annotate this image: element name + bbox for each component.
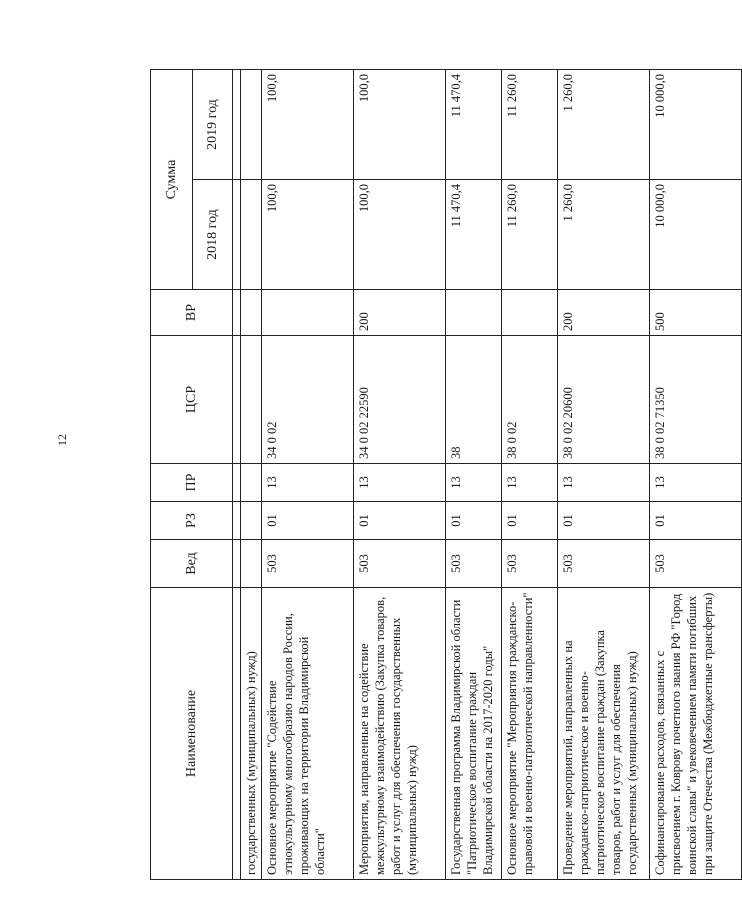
header-rz: РЗ [151,502,233,540]
rotated-budget-table [150,70,715,880]
cell-ved: 503 [502,540,558,588]
cell-y2019: 1 260,0 [558,70,650,180]
cell-name: Основное мероприятие "Содействие этнокультурному многообразию народов России, проживающих на территории Владимирской области" [262,588,354,880]
cell-vr: 200 [354,290,446,336]
cell-y2018 [241,180,262,290]
cell-pr: 13 [354,464,446,502]
header-2018: 2018 год [193,180,233,290]
cell-y2019: 11 260,0 [502,70,558,180]
cell-vr [241,290,262,336]
table-row [446,70,502,880]
cell-ved [241,540,262,588]
cell-y2018: 100,0 [354,180,446,290]
cell-csr: 38 0 02 [502,336,558,464]
cell-pr: 13 [650,464,742,502]
cell-vr [502,290,558,336]
cell-csr: 38 [446,336,502,464]
cell-y2019: 100,0 [354,70,446,180]
table-row [650,70,742,880]
cell-vr: 500 [650,290,742,336]
table-row [502,70,558,880]
cell-csr: 38 0 02 20600 [558,336,650,464]
cell-y2019: 10 000,0 [650,70,742,180]
cell-rz: 01 [446,502,502,540]
header-vr: ВР [151,290,233,336]
cell-pr: 13 [558,464,650,502]
cell-ved: 503 [650,540,742,588]
cell-ved: 503 [558,540,650,588]
cell-rz: 01 [502,502,558,540]
cell-y2018: 10 000,0 [650,180,742,290]
cell-y2018: 1 260,0 [558,180,650,290]
cell-ved: 503 [354,540,446,588]
cell-name: Проведение мероприятий, направленных на гражданско-патриотическое и военно-патриотическое воспитание граждан (Закупка товаров, работ и услуг для обеспечения государственных (муниципальных) нужд) [558,588,650,880]
cell-rz: 01 [354,502,446,540]
cell-ved: 503 [446,540,502,588]
cell-y2018: 11 260,0 [502,180,558,290]
cell-csr: 38 0 02 71350 [650,336,742,464]
cell-pr: 13 [502,464,558,502]
cell-y2019: 100,0 [262,70,354,180]
cell-name: Мероприятия, направленные на содействие межкультурному взаимодействию (Закупка товаров, работ и услуг для обеспечения государственных (муниципальных) нужд) [354,588,446,880]
cell-csr [241,336,262,464]
header-2019: 2019 год [193,70,233,180]
table-row [241,70,262,880]
cell-csr: 34 0 02 22590 [354,336,446,464]
cell-y2018: 100,0 [262,180,354,290]
cell-rz: 01 [650,502,742,540]
header-sum: Сумма [151,70,193,290]
cell-rz: 01 [558,502,650,540]
cell-csr: 34 0 02 [262,336,354,464]
cell-y2019: 11 470,4 [446,70,502,180]
table-row [558,70,650,880]
budget-table [150,69,742,880]
cell-vr [446,290,502,336]
cell-y2018: 11 470,4 [446,180,502,290]
page-number: 12 [55,434,69,446]
cell-name: государственных (муниципальных) нужд) [241,588,262,880]
cell-pr [241,464,262,502]
cell-rz: 01 [262,502,354,540]
cell-ved: 503 [262,540,354,588]
table-row [262,70,354,880]
cell-name: Основное мероприятие "Мероприятия гражданско-правовой и военно-патриотической направленности" [502,588,558,880]
cell-y2019 [241,70,262,180]
cell-pr: 13 [446,464,502,502]
cell-name: Государственная программа Владимирской области "Патриотическое воспитание граждан Владимирской области на 2017-2020 годы" [446,588,502,880]
cell-pr: 13 [262,464,354,502]
cell-rz [241,502,262,540]
table-body [241,70,742,880]
cell-name: Софинансирование расходов, связанных с присвоением г. Коврову почетного звания РФ "Город воинской славы" и увековечением памяти погибших при защите Отечества (Межбюджетные трансферты) [650,588,742,880]
header-ved: Вед [151,540,233,588]
table-row [354,70,446,880]
cell-vr [262,290,354,336]
header-pr: ПР [151,464,233,502]
header-name: Наименование [151,588,233,880]
header-csr: ЦСР [151,336,233,464]
cell-vr: 200 [558,290,650,336]
